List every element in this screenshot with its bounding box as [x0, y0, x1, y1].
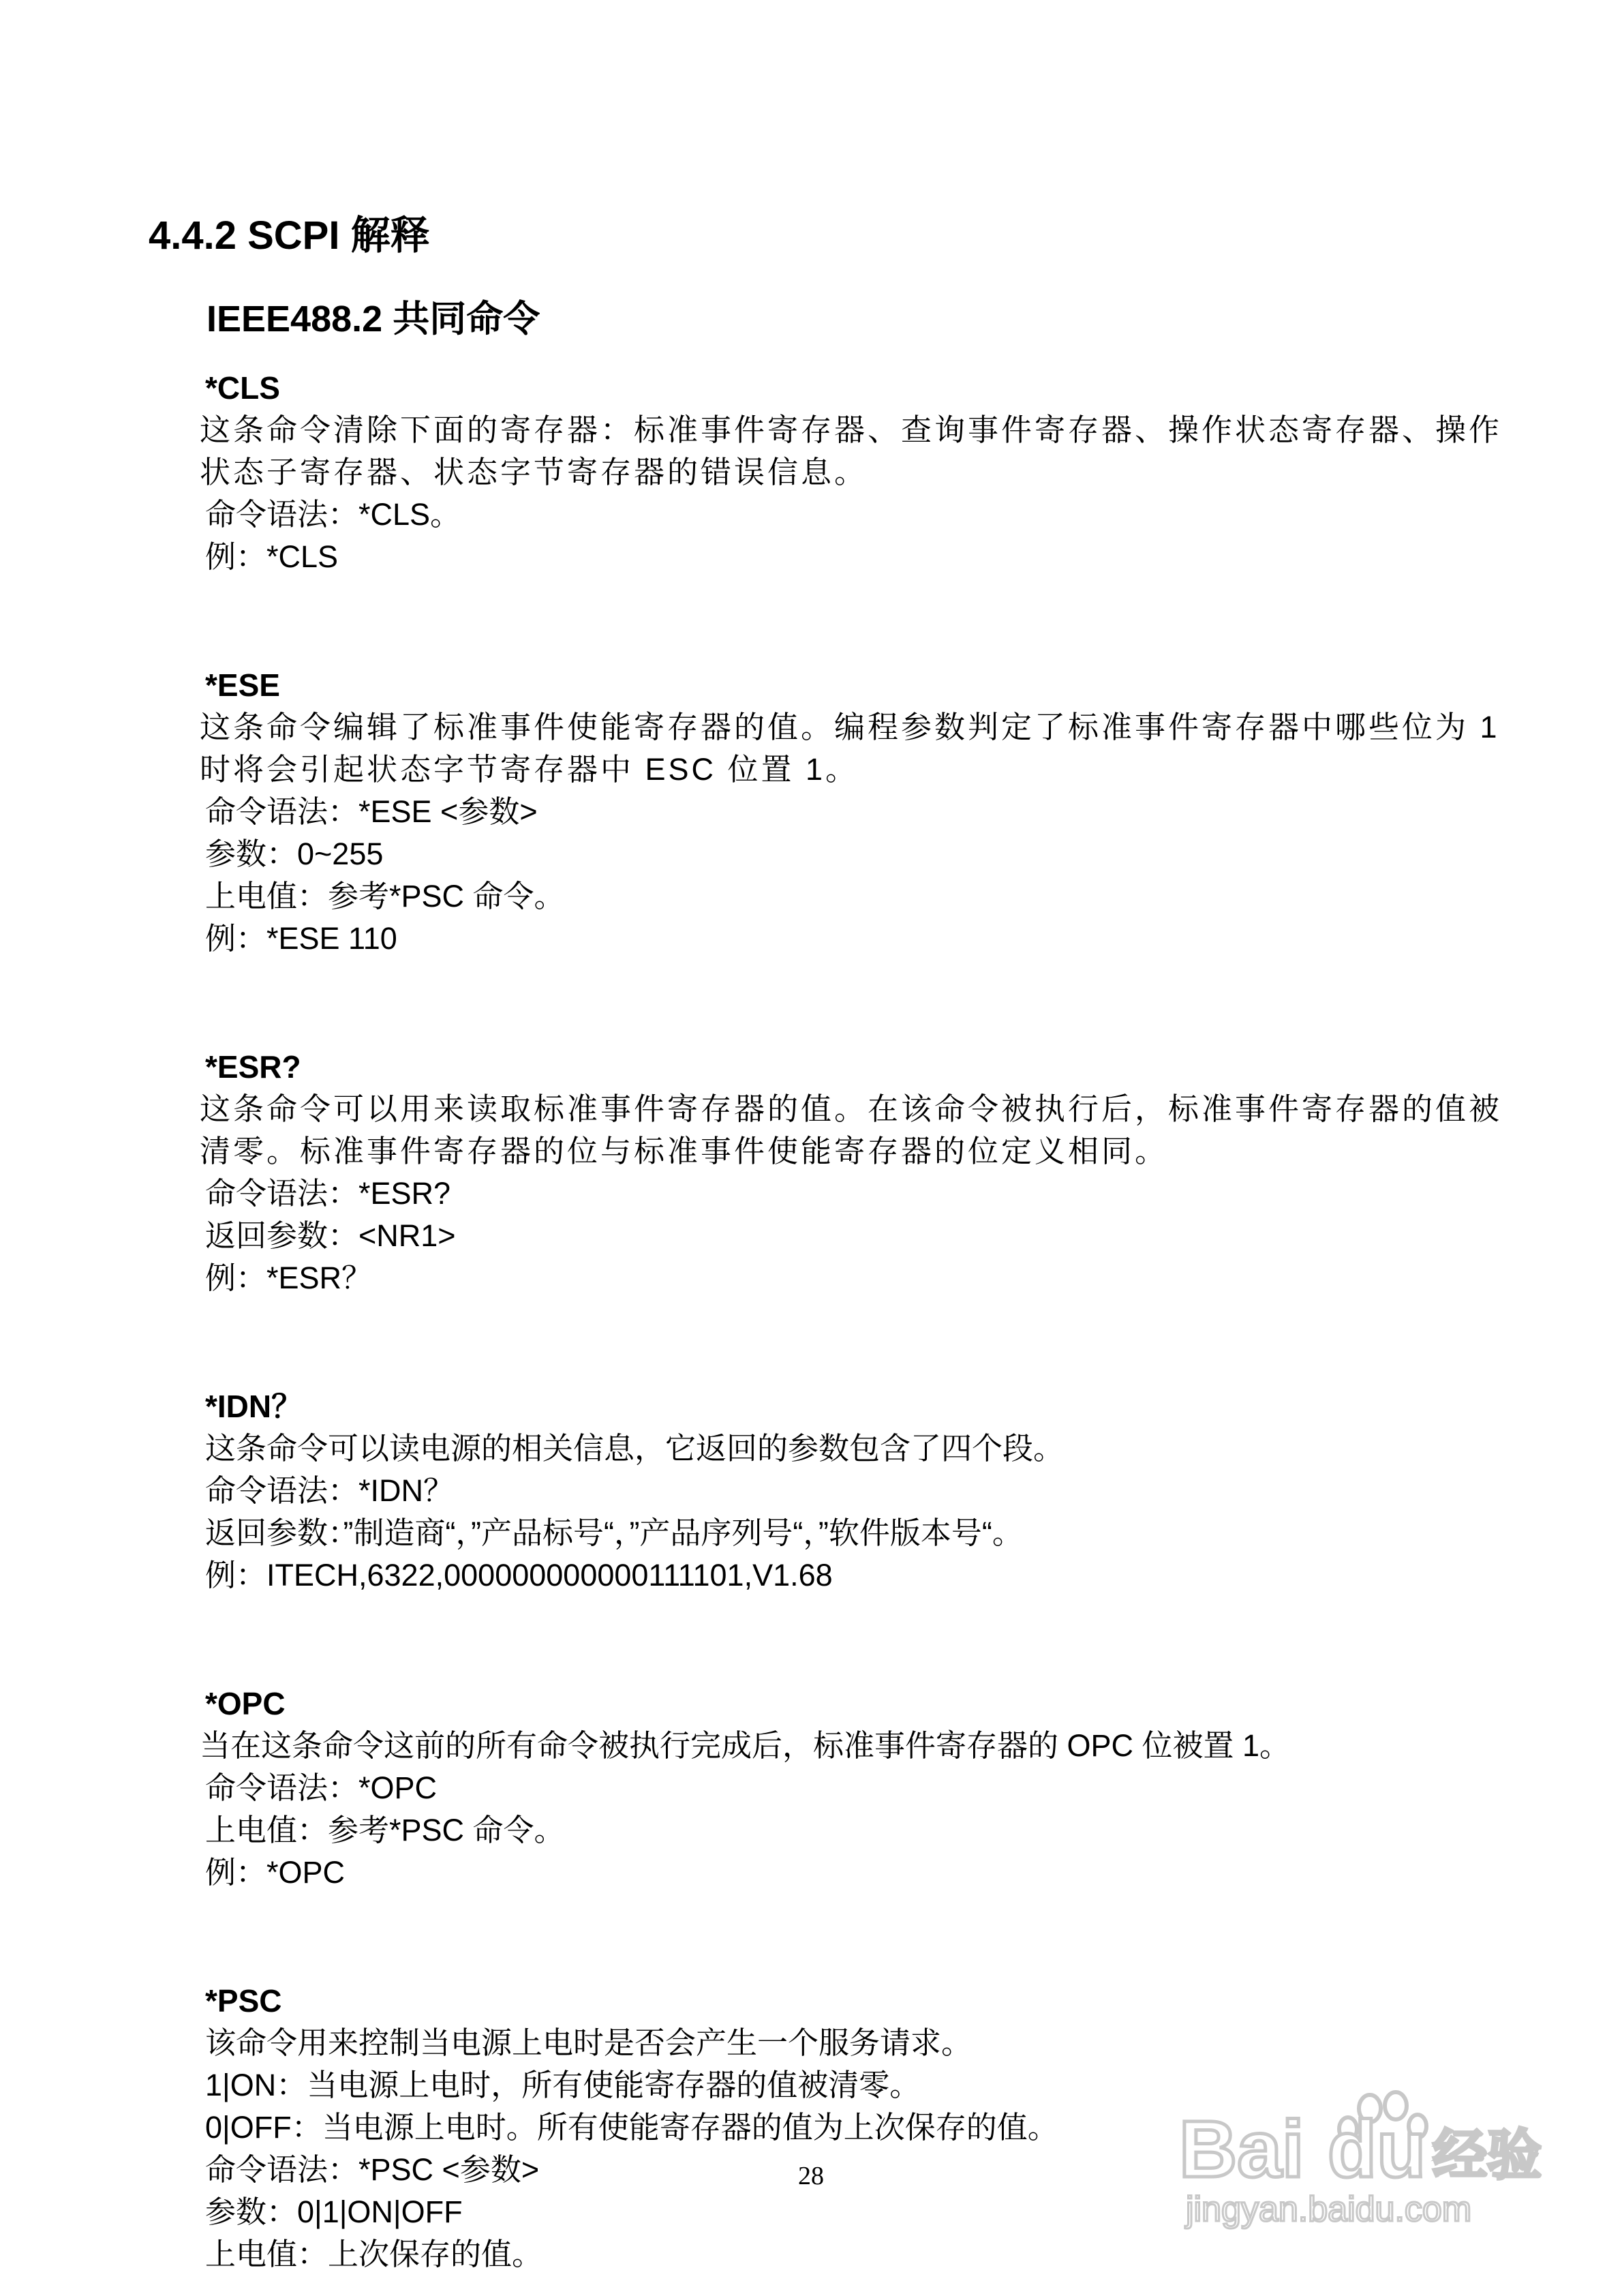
watermark-url-text: jingyan.baidu.com — [1186, 2190, 1472, 2229]
command-idn — [200, 1385, 1508, 1597]
command-body — [200, 409, 1508, 578]
command-description: 这条命令清除下面的寄存器：标准事件寄存器、查询事件寄存器、操作状态寄存器、操作状态子寄存器、状态字节寄存器的错误信息。 — [200, 412, 1503, 489]
command-esr — [200, 1046, 1508, 1299]
command-title: *CLS — [205, 370, 280, 406]
command-power-on-value: 上电值：参考*PSC 命令。 — [205, 879, 565, 913]
command-list — [200, 367, 1508, 2276]
page-number: 28 — [798, 2162, 824, 2190]
watermark-brand-text: Bai — [1179, 2104, 1304, 2194]
command-body — [200, 1725, 1508, 1894]
subsection-heading: IEEE488.2 共同命令 — [206, 299, 540, 339]
command-syntax: 命令语法：*CLS。 — [205, 497, 461, 532]
watermark-brand-text: du — [1328, 2104, 1426, 2194]
command-option-off: 0|OFF：当电源上电时。所有使能寄存器的值为上次保存的值。 — [205, 2110, 1058, 2145]
command-return-parameter: 返回参数：<NR1> — [205, 1218, 456, 1253]
command-option-on: 1|ON：当电源上电时，所有使能寄存器的值被清零。 — [205, 2068, 921, 2102]
command-example: 例：*ESR？ — [205, 1260, 373, 1295]
command-opc — [200, 1682, 1508, 1894]
command-power-on-value: 上电值：参考*PSC 命令。 — [205, 1813, 565, 1847]
command-syntax: 命令语法：*ESE <参数> — [205, 794, 538, 829]
command-body — [200, 706, 1508, 960]
command-body — [200, 1428, 1508, 1597]
command-return-parameter: 返回参数：”制造商“，”产品标号“，”产品序列号“，”软件版本号“。 — [205, 1515, 1023, 1550]
command-description: 这条命令可以用来读取标准事件寄存器的值。在该命令被执行后，标准事件寄存器的值被清零。标准事件寄存器的位与标准事件使能寄存器的位定义相同。 — [200, 1091, 1503, 1168]
command-example: 例：*ESE 110 — [205, 921, 397, 956]
command-syntax: 命令语法：*IDN？ — [205, 1473, 455, 1508]
command-description: 当在这条命令这前的所有命令被执行完成后，标准事件寄存器的 OPC 位被置 1。 — [200, 1728, 1291, 1763]
command-example: 例：*OPC — [205, 1855, 346, 1890]
baidu-watermark-logo — [1165, 2081, 1547, 2231]
command-description: 该命令用来控制当电源上电时是否会产生一个服务请求。 — [205, 2025, 973, 2060]
command-description: 这条命令可以读电源的相关信息，它返回的参数包含了四个段。 — [205, 1431, 1065, 1466]
command-body — [200, 1088, 1508, 1299]
command-ese — [200, 664, 1508, 960]
command-syntax: 命令语法：*PSC <参数> — [205, 2152, 540, 2187]
command-title: *PSC — [205, 1983, 282, 2019]
command-syntax: 命令语法：*OPC — [205, 1770, 438, 1805]
command-parameter: 参数：0|1|ON|OFF — [205, 2194, 463, 2229]
watermark-brand-text: 经验 — [1433, 2124, 1542, 2187]
command-syntax: 命令语法：*ESR? — [205, 1176, 451, 1211]
command-title: *ESE — [205, 667, 280, 703]
command-description: 这条命令编辑了标准事件使能寄存器的值。编程参数判定了标准事件寄存器中哪些位为 1 时将会引起状态字节寄存器中 ESC 位置 1。 — [200, 710, 1500, 787]
command-title: *IDN？ — [205, 1389, 303, 1424]
command-title: *OPC — [205, 1686, 286, 1721]
command-example: 例：ITECH,6322,000000000000111101,V1.68 — [205, 1558, 833, 1592]
command-title: *ESR? — [205, 1049, 301, 1085]
command-parameter: 参数：0~255 — [205, 836, 384, 871]
section-heading: 4.4.2 SCPI 解释 — [149, 213, 430, 258]
command-example: 例：*CLS — [205, 539, 339, 574]
command-cls — [200, 367, 1508, 578]
command-power-on-value: 上电值：上次保存的值。 — [205, 2237, 543, 2271]
